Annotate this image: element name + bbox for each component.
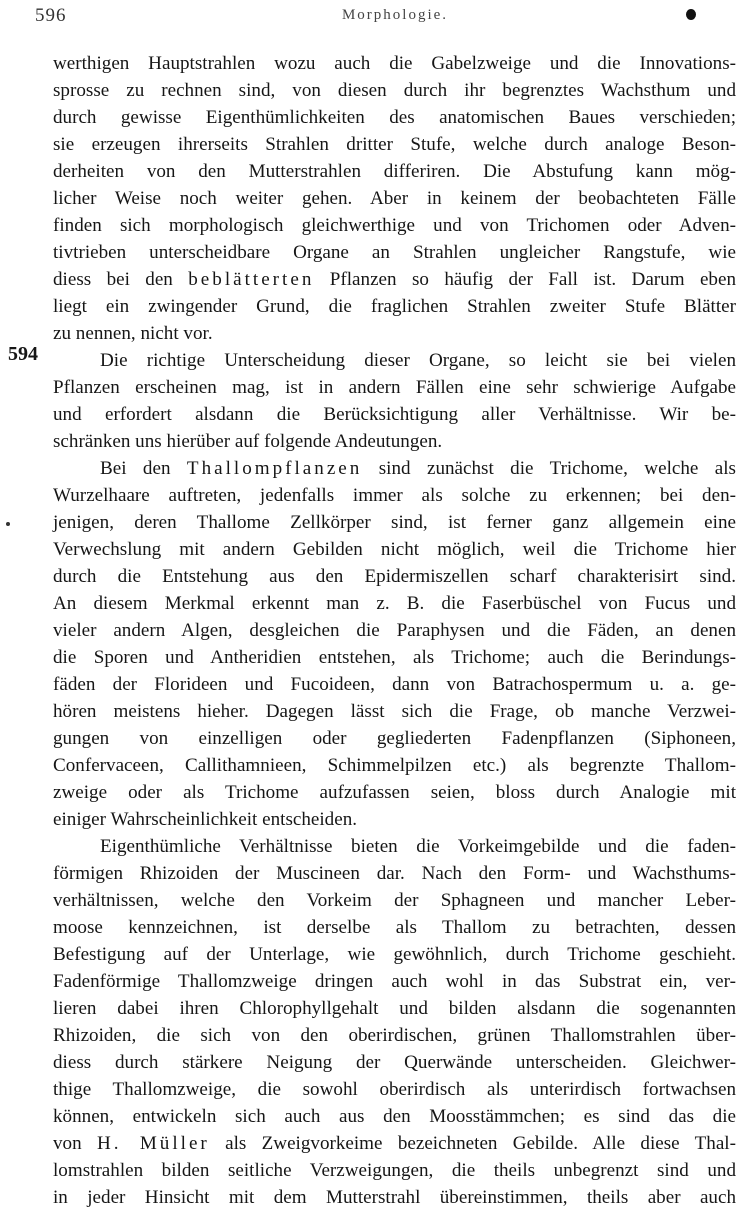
ink-spot — [686, 9, 696, 20]
text-line: Fadenförmige Thallomzweige dringen auch wohl in das Substrat ein, ver- — [53, 971, 736, 992]
text-line: Confervaceen, Callithamnieen, Schimmelpilzen etc.) als begrenzte Thallom- — [53, 755, 736, 776]
text-line: sie erzeugen ihrerseits Strahlen dritter Stufe, welche durch analoge Beson- — [53, 134, 736, 155]
text-line: liegt ein zwingender Grund, die fraglichen Strahlen zweiter Stufe Blätter — [53, 296, 736, 317]
text-line: förmigen Rhizoiden der Muscineen dar. Nach den Form- und Wachsthums- — [53, 863, 736, 884]
text-line: Pflanzen erscheinen mag, ist in andern Fällen eine sehr schwierige Aufgabe — [53, 377, 736, 398]
text-segment: Bei den — [100, 458, 187, 479]
text-line: die Sporen und Antheridien entstehen, als Trichome; auch die Berindungs- — [53, 647, 736, 668]
text-segment: Pflanzen so häufig der Fall ist. Darum eben — [314, 269, 736, 290]
spaced-emphasis: H. Müller — [96, 1133, 210, 1154]
text-line: Eigenthümliche Verhältnisse bieten die Vorkeimgebilde und die faden- — [100, 836, 736, 857]
text-segment: sind zunächst die Trichome, welche als — [362, 458, 736, 479]
spaced-emphasis: beblätterten — [188, 269, 315, 290]
text-segment: von — [53, 1133, 97, 1154]
text-line: sprosse zu rechnen sind, von diesen durch ihr begrenztes Wachsthum und — [53, 80, 736, 101]
text-line: thige Thallomzweige, die sowohl oberirdisch als unterirdisch fortwachsen — [53, 1079, 736, 1100]
text-line — [53, 1130, 736, 1157]
running-title: Morphologie. — [341, 7, 449, 23]
text-line: licher Weise noch weiter gehen. Aber in keinem der beobachteten Fälle — [53, 188, 736, 209]
text-line: durch die Entstehung aus den Epidermiszellen scharf charakterisirt sind. — [53, 566, 736, 587]
text-line: hören meistens hieher. Dagegen lässt sich die Frage, ob manche Verzwei- — [53, 701, 736, 722]
text-line: Die richtige Unterscheidung dieser Organe, so leicht sie bei vielen — [100, 350, 736, 371]
text-line: vieler andern Algen, desgleichen die Paraphysen und die Fäden, an denen — [53, 620, 736, 641]
text-line: durch gewisse Eigenthümlichkeiten des anatomischen Baues verschieden; — [53, 107, 736, 128]
spaced-emphasis: Thallompflanzen — [186, 458, 363, 479]
body-text — [53, 50, 736, 1211]
text-line: tivtrieben unterscheidbare Organe an Strahlen ungleicher Rangstufe, wie — [53, 242, 736, 263]
text-line: können, entwickeln sich auch aus den Moosstämmchen; es sind das die — [53, 1106, 736, 1127]
text-line: und erfordert alsdann die Berücksichtigung aller Verhältnisse. Wir be- — [53, 404, 736, 425]
text-line: verhältnissen, welche den Vorkeim der Sphagneen und mancher Leber- — [53, 890, 736, 911]
text-segment: diess bei den — [53, 269, 189, 290]
text-line: zweige oder als Trichome aufzufassen seien, bloss durch Analogie mit — [53, 782, 736, 803]
text-line: Verwechslung mit andern Gebilden nicht möglich, weil die Trichome hier — [53, 539, 736, 560]
margin-section-number: 594 — [8, 343, 38, 365]
page-header — [0, 5, 743, 31]
text-line: fäden der Florideen und Fucoideen, dann von Batrachospermum u. a. ge- — [53, 674, 736, 695]
text-line: gungen von einzelligen oder gegliederten Fadenpflanzen (Siphoneen, — [53, 728, 736, 749]
text-line: werthigen Hauptstrahlen wozu auch die Gabelzweige und die Innovations- — [53, 53, 736, 74]
text-line: Wurzelhaare auftreten, jedenfalls immer als solche zu erkennen; bei den- — [53, 485, 736, 506]
text-segment: als Zweigvorkeime bezeichneten Gebilde. Alle diese Thal- — [209, 1133, 736, 1154]
text-line: derheiten von den Mutterstrahlen differiren. Die Abstufung kann mög- — [53, 161, 736, 182]
text-line: Befestigung auf der Unterlage, wie gewöhnlich, durch Trichome geschieht. — [53, 944, 736, 965]
text-line: lieren dabei ihren Chlorophyllgehalt und bilden alsdann die sogenannten — [53, 998, 736, 1019]
page-number: 596 — [35, 5, 67, 26]
text-line: schränken uns hierüber auf folgende Andeutungen. — [53, 431, 443, 452]
text-line: diess durch stärkere Neigung der Querwände unterscheiden. Gleichwer- — [53, 1052, 736, 1073]
text-line: finden sich morphologisch gleichwerthige und von Trichomen oder Adven- — [53, 215, 736, 236]
text-line — [53, 455, 736, 482]
text-line: moose kennzeichnen, ist derselbe als Thallom zu betrachten, dessen — [53, 917, 736, 938]
text-line: jenigen, deren Thallome Zellkörper sind, ist ferner ganz allgemein eine — [53, 512, 736, 533]
text-line: lomstrahlen bilden seitliche Verzweigungen, die theils unbegrenzt sind und — [53, 1160, 736, 1181]
text-line: einiger Wahrscheinlichkeit entscheiden. — [53, 809, 358, 830]
text-line: zu nennen, nicht vor. — [53, 323, 213, 344]
text-line — [53, 266, 736, 293]
text-line: Rhizoiden, die sich von den oberirdischen, grünen Thallomstrahlen über- — [53, 1025, 736, 1046]
margin-mark — [6, 522, 10, 526]
text-line: An diesem Merkmal erkennt man z. B. die Faserbüschel von Fucus und — [53, 593, 736, 614]
text-line: in jeder Hinsicht mit dem Mutterstrahl übereinstimmen, theils aber auch — [53, 1187, 736, 1208]
